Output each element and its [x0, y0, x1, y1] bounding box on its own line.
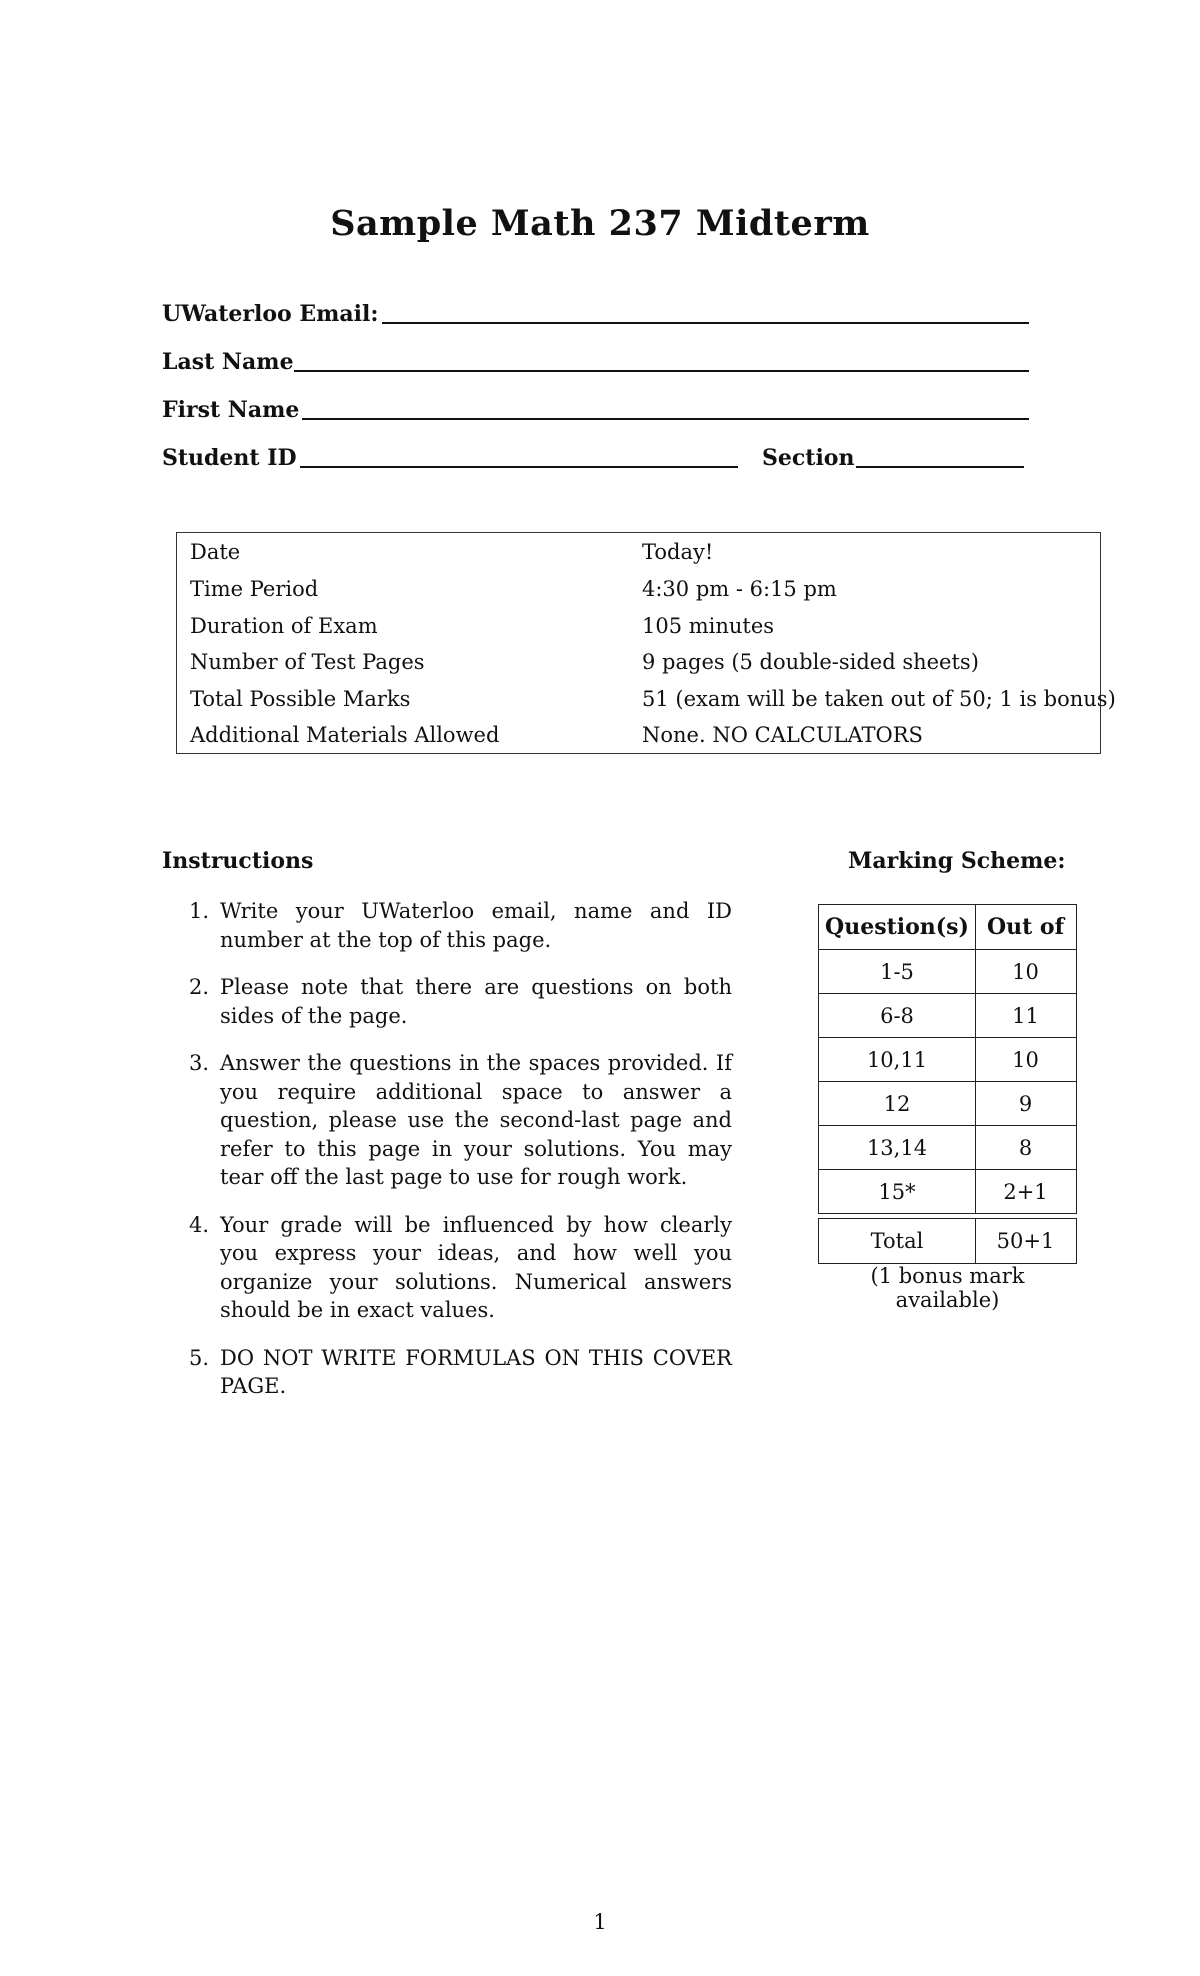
- list-item-text: Answer the questions in the spaces provided. If you require additional space to answer a question, please use the second-last page and refer to this page in your solutions. You may tear off the last page to use for rough work.: [220, 1051, 732, 1189]
- total-value-cell: 50+1: [996, 1229, 1055, 1253]
- bonus-note: (1 bonus mark available): [870, 1264, 1025, 1312]
- list-item: [162, 1211, 732, 1325]
- info-label: Additional Materials Allowed: [190, 723, 500, 747]
- out-of-cell: 11: [1012, 1003, 1039, 1028]
- info-value: 9 pages (5 double-sided sheets): [642, 650, 979, 674]
- info-label: Date: [190, 540, 241, 564]
- list-item-number: 1.: [189, 899, 210, 923]
- out-of-cell: 2+1: [1003, 1179, 1048, 1204]
- list-item-number: 5.: [189, 1345, 210, 1370]
- list-item-number: 2.: [189, 975, 210, 999]
- question-cell: 10,11: [819, 1038, 976, 1081]
- info-value: 51 (exam will be taken out of 50; 1 is bonus): [642, 687, 1116, 711]
- marking-scheme-heading: Marking Scheme:: [848, 848, 1066, 874]
- first-name-field[interactable]: [302, 418, 1029, 420]
- student-id-field[interactable]: [300, 466, 738, 468]
- info-value: 105 minutes: [642, 614, 775, 638]
- list-item-number: 3.: [189, 1051, 210, 1075]
- first-name-label: First Name: [162, 397, 300, 423]
- info-label: Total Possible Marks: [190, 687, 411, 711]
- page-number: 1: [593, 1910, 607, 1934]
- table-row: [818, 1038, 1077, 1082]
- info-value: Today!: [642, 540, 714, 564]
- info-row-date: [190, 536, 1090, 568]
- info-row-materials: [190, 719, 1090, 751]
- list-item: [162, 973, 732, 1030]
- info-label: Number of Test Pages: [190, 650, 425, 674]
- email-label: UWaterloo Email:: [162, 301, 379, 327]
- list-item: [162, 1049, 732, 1192]
- table-row: [818, 994, 1077, 1038]
- table-row: [818, 950, 1077, 994]
- out-of-cell: 8: [1018, 1135, 1033, 1160]
- list-item-text: Please note that there are questions on both sides of the page.: [220, 975, 732, 1028]
- question-cell: 13,14: [819, 1126, 976, 1169]
- out-of-cell: 10: [1012, 1047, 1039, 1072]
- info-label: Duration of Exam: [190, 614, 378, 638]
- out-of-cell: 10: [1012, 959, 1039, 984]
- instructions-list: [162, 897, 732, 1420]
- list-item: [162, 1344, 732, 1401]
- out-of-cell: 9: [1018, 1091, 1033, 1116]
- question-cell: 12: [819, 1082, 976, 1125]
- table-header-row: [818, 904, 1077, 950]
- info-row-duration: [190, 610, 1090, 642]
- column-header-out-of: Out of: [986, 914, 1065, 940]
- list-item-text: Write your UWaterloo email, name and ID number at the top of this page.: [220, 899, 732, 952]
- info-label: Time Period: [190, 577, 319, 601]
- student-id-label: Student ID: [162, 445, 297, 471]
- list-item-text: DO NOT WRITE FORMULAS ON THIS COVER PAGE.: [220, 1345, 732, 1398]
- info-value: 4:30 pm - 6:15 pm: [642, 577, 837, 601]
- section-label: Section: [762, 445, 855, 471]
- info-row-time-period: [190, 573, 1090, 605]
- instructions-heading: Instructions: [162, 848, 314, 874]
- marking-scheme-table: [818, 904, 1077, 1312]
- section-field[interactable]: [856, 466, 1024, 468]
- info-row-total-marks: [190, 683, 1116, 715]
- list-item: [162, 897, 732, 954]
- info-value: None. NO CALCULATORS: [642, 723, 923, 747]
- total-label-cell: Total: [819, 1219, 976, 1263]
- page-title: Sample Math 237 Midterm: [330, 203, 870, 244]
- question-cell: 6-8: [819, 994, 976, 1037]
- table-row: [818, 1082, 1077, 1126]
- table-total-row: [818, 1218, 1077, 1264]
- table-row: [818, 1170, 1077, 1214]
- info-row-test-pages: [190, 646, 1090, 678]
- last-name-label: Last Name: [162, 349, 294, 375]
- email-field[interactable]: [382, 322, 1029, 324]
- last-name-field[interactable]: [294, 370, 1029, 372]
- table-row: [818, 1126, 1077, 1170]
- list-item-text: Your grade will be influenced by how clearly you express your ideas, and how well you organize your solutions. Numerical answers should be in exact values.: [220, 1212, 732, 1322]
- question-cell: 15*: [819, 1170, 976, 1213]
- exam-info-box: [176, 532, 1116, 754]
- column-header-question: Question(s): [819, 905, 976, 949]
- list-item-number: 4.: [189, 1212, 210, 1237]
- question-cell: 1-5: [819, 950, 976, 993]
